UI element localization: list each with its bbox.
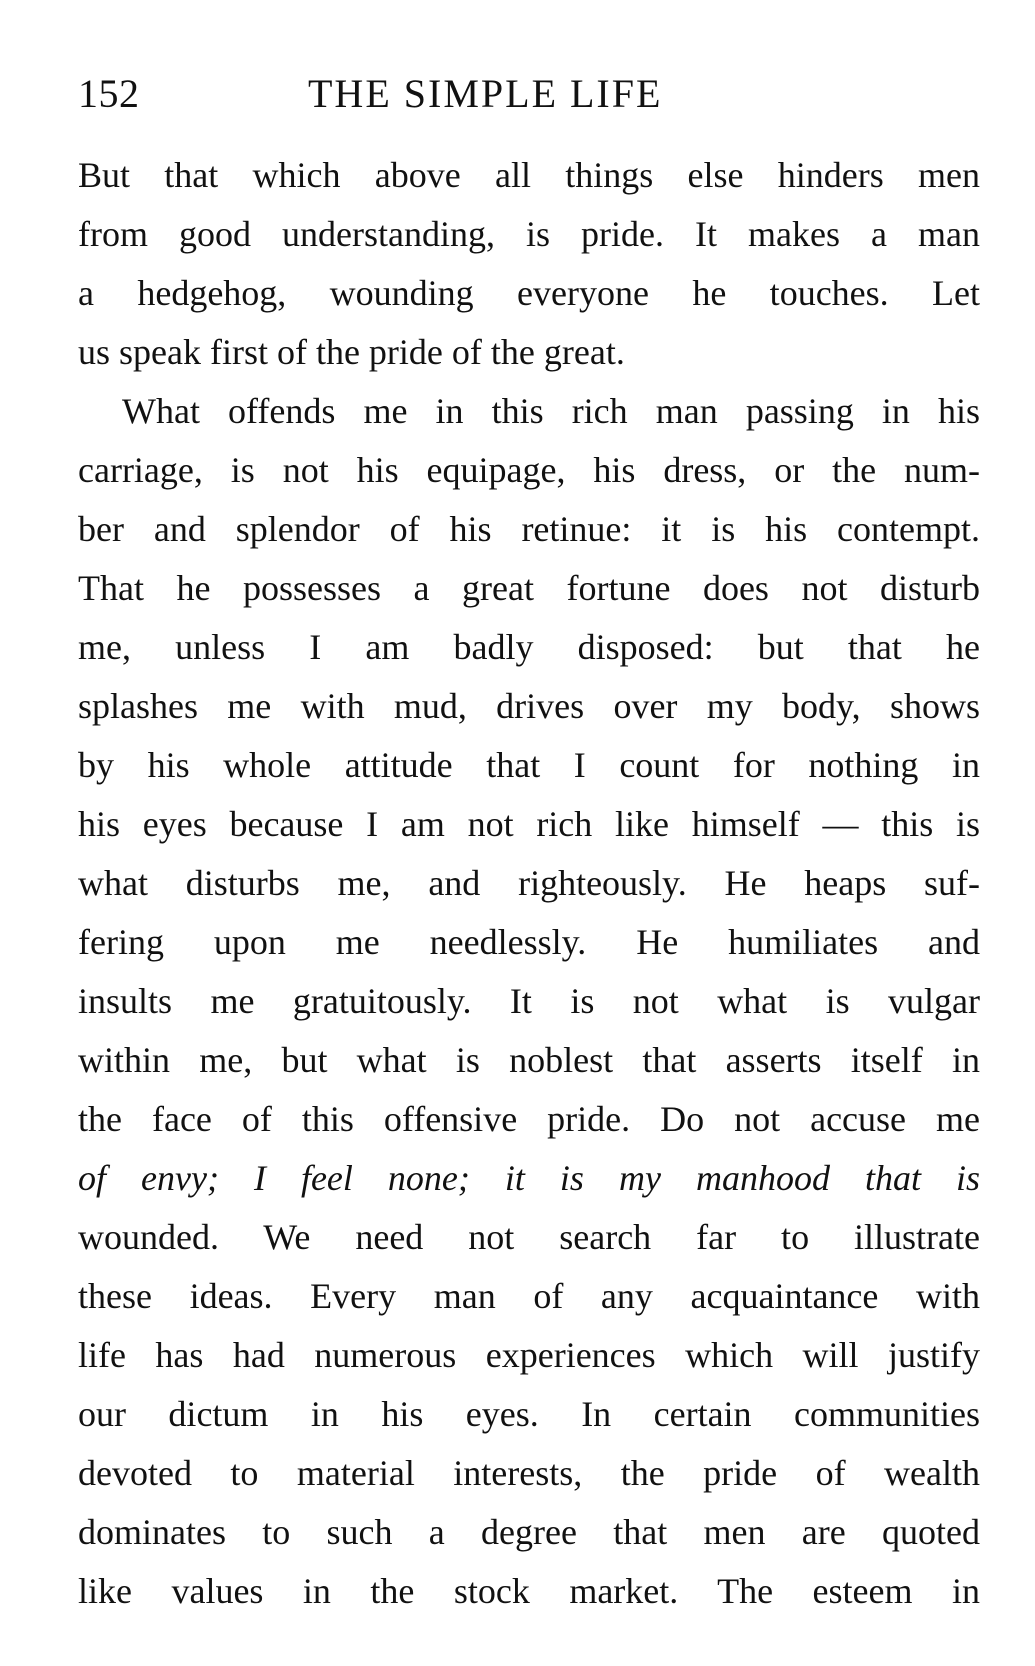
text-line: ber and splendor of his retinue: it is his contempt. xyxy=(78,509,980,549)
page-header xyxy=(78,70,980,128)
text-line: our dictum in his eyes. In certain communities xyxy=(78,1394,980,1434)
running-title: THE SIMPLE LIFE xyxy=(308,71,663,116)
text-line: what disturbs me, and righteously. He heaps suf- xyxy=(78,863,980,903)
text-line: dominates to such a degree that men are quoted xyxy=(78,1512,980,1552)
text-line: by his whole attitude that I count for nothing in xyxy=(78,745,980,785)
text-line: his eyes because I am not rich like himself — this is xyxy=(78,804,980,844)
text-line: within me, but what is noblest that asserts itself in xyxy=(78,1040,980,1080)
text-line: What offends me in this rich man passing in his xyxy=(122,391,980,431)
page-number: 152 xyxy=(78,71,140,116)
text-line: the face of this offensive pride. Do not accuse me xyxy=(78,1099,980,1139)
text-line: fering upon me needlessly. He humiliates and xyxy=(78,922,980,962)
body-text xyxy=(78,146,980,1621)
book-page xyxy=(78,70,980,1621)
text-line: wounded. We need not search far to illustrate xyxy=(78,1217,980,1257)
text-line: these ideas. Every man of any acquaintance with xyxy=(78,1276,980,1316)
text-line: us speak first of the pride of the great. xyxy=(78,332,625,372)
text-line: me, unless I am badly disposed: but that he xyxy=(78,627,980,667)
text-line: of envy; I feel none; it is my manhood that is xyxy=(78,1158,980,1198)
text-line: But that which above all things else hinders men xyxy=(78,155,980,195)
text-line: like values in the stock market. The esteem in xyxy=(78,1571,980,1611)
text-line: carriage, is not his equipage, his dress, or the num- xyxy=(78,450,980,490)
paragraph-1 xyxy=(78,146,980,382)
text-line: life has had numerous experiences which will justify xyxy=(78,1335,980,1375)
text-line: That he possesses a great fortune does not disturb xyxy=(78,568,980,608)
text-line: from good understanding, is pride. It makes a man xyxy=(78,214,980,254)
text-line: devoted to material interests, the pride of wealth xyxy=(78,1453,980,1493)
text-line: insults me gratuitously. It is not what is vulgar xyxy=(78,981,980,1021)
text-line: splashes me with mud, drives over my body, shows xyxy=(78,686,980,726)
paragraph-2 xyxy=(78,382,980,1621)
text-line: a hedgehog, wounding everyone he touches. Let xyxy=(78,273,980,313)
